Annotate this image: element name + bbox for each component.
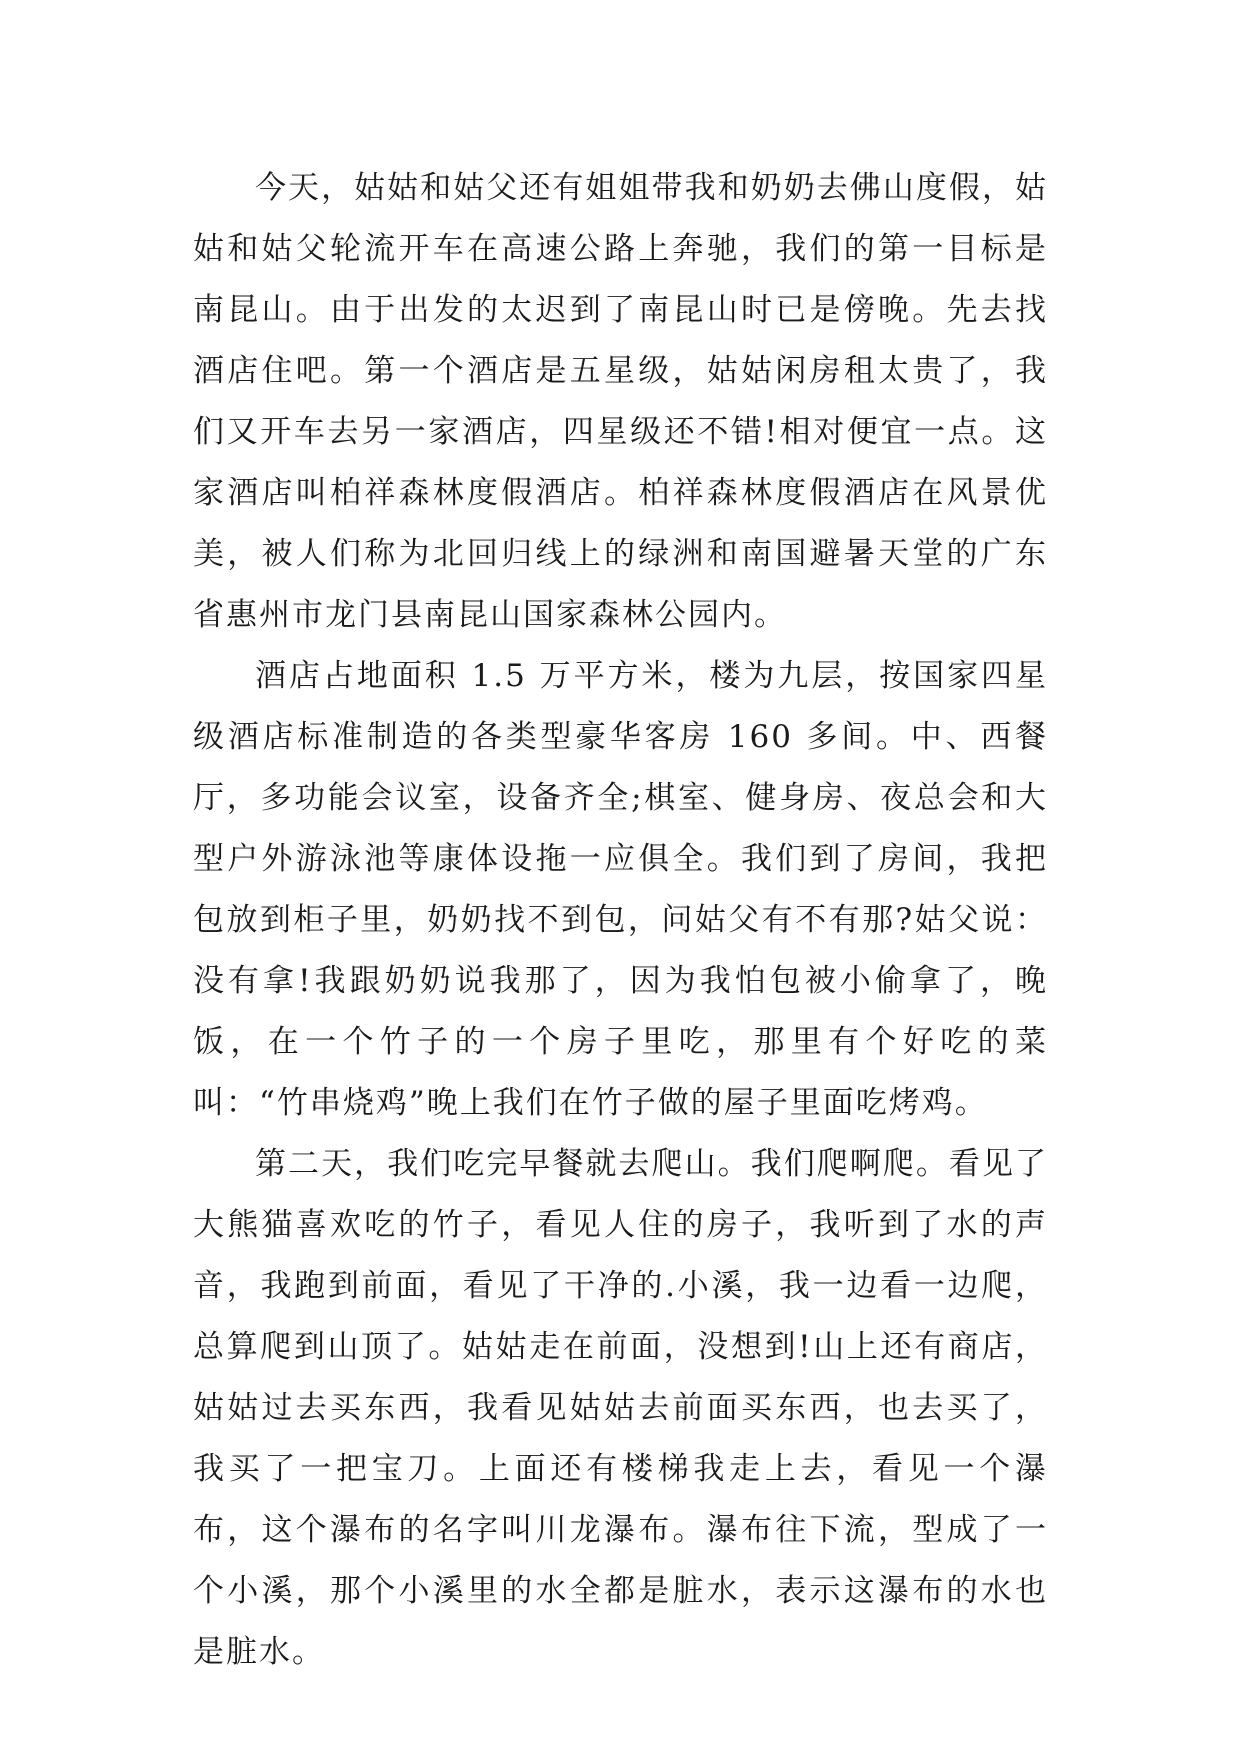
document-body [193,158,1048,1683]
paragraph-1: 今天，姑姑和姑父还有姐姐带我和奶奶去佛山度假，姑姑和姑父轮流开车在高速公路上奔驰，我们的第一目标是南昆山。由于出发的太迟到了南昆山时已是傍晚。先去找酒店住吧。第一个酒店是五星级，姑姑闲房租太贵了，我们又开车去另一家酒店，四星级还不错!相对便宜一点。这家酒店叫柏祥森林度假酒店。柏祥森林度假酒店在风景优美，被人们称为北回归线上的绿洲和南国避暑天堂的广东省惠州市龙门县南昆山国家森林公园内。 [193,170,1048,633]
paragraph-2: 酒店占地面积 1.5 万平方米，楼为九层，按国家四星级酒店标准制造的各类型豪华客房 160 多间。中、西餐厅，多功能会议室，设备齐全;棋室、健身房、夜总会和大型户外游泳池等康体设拖一应俱全。我们到了房间，我把包放到柜子里，奶奶找不到包，问姑父有不有那?姑父说：没有拿!我跟奶奶说我那了，因为我怕包被小偷拿了，晚饭，在一个竹子的一个房子里吃，那里有个好吃的菜叫：“竹串烧鸡”晚上我们在竹子做的屋子里面吃烤鸡。 [193,658,1048,1121]
paragraph-3: 第二天，我们吃完早餐就去爬山。我们爬啊爬。看见了大熊猫喜欢吃的竹子，看见人住的房子，我听到了水的声音，我跑到前面，看见了干净的.小溪，我一边看一边爬，总算爬到山顶了。姑姑走在前面，没想到!山上还有商店，姑姑过去买东西，我看见姑姑去前面买东西，也去买了，我买了一把宝刀。上面还有楼梯我走上去，看见一个瀑布，这个瀑布的名字叫川龙瀑布。瀑布往下流，型成了一个小溪，那个小溪里的水全都是脏水，表示这瀑布的水也是脏水。 [193,1146,1048,1670]
